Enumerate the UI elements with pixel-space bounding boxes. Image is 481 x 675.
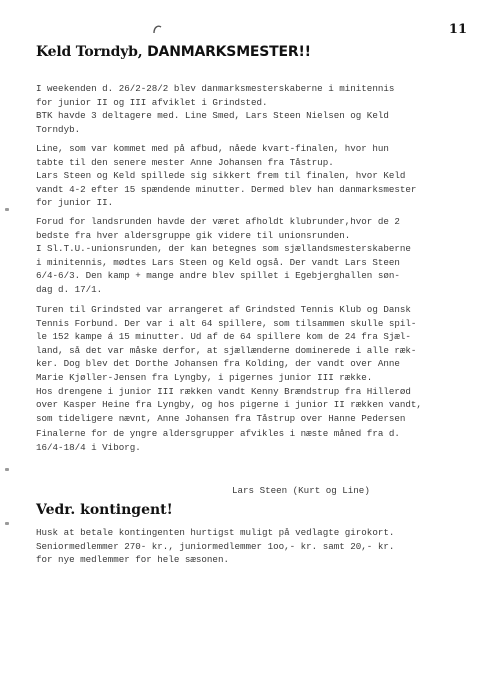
headline-title: DANMARKSMESTER!! — [147, 44, 311, 60]
article-headline — [36, 44, 311, 60]
curl-mark-icon — [152, 24, 162, 34]
text-line: I weekenden d. 26/2-28/2 blev danmarksmesterskaberne i minitennis — [36, 83, 395, 94]
signature-line: Lars Steen (Kurt og Line) — [232, 485, 370, 496]
text-line: land, så det var måske derfor, at sjællænderne dominerede i alle ræk- — [36, 344, 417, 356]
margin-mark — [5, 522, 9, 525]
text-line: tabte til den senere mester Anne Johansen fra Tåstrup. — [36, 156, 334, 168]
text-line: Forud for landsrunden havde der været afholdt klubrunder,hvor de 2 — [36, 216, 400, 227]
text-line: som tideligere nævnt, Anne Johansen fra Tåstrup over Hanne Pedersen — [36, 412, 406, 424]
headline-name: Keld Torndyb, — [36, 44, 143, 60]
text-line: vandt 4-2 efter 15 spændende minutter. Dermed blev han danmarksmester — [36, 183, 417, 195]
margin-mark — [5, 208, 9, 211]
text-line: ker. Dog blev det Dorthe Johansen fra Kolding, der vandt over Anne — [36, 358, 400, 370]
text-line: Hos drengene i junior III rækken vandt Kenny Brændstrup fra Hillerød — [36, 385, 411, 397]
text-line: Turen til Grindsted var arrangeret af Grindsted Tennis Klub og Dansk — [36, 304, 411, 315]
text-line: Tennis Forbund. Der var i alt 64 spillere, som tilsammen skulle spil- — [36, 317, 417, 329]
text-line: Line, som var kommet med på afbud, nåede kvart-finalen, hvor hun — [36, 143, 389, 154]
text-line: over Kasper Heine fra Lyngby, og hos pigerne i junior II rækken vandt, — [36, 399, 422, 411]
text-line: Seniormedlemmer 270- kr., juniormedlemmer 1oo,- kr. samt 20,- kr. — [36, 540, 395, 552]
text-line: for junior II og III afviklet i Grindsted. — [36, 96, 268, 108]
text-line: dag d. 17/1. — [36, 283, 103, 295]
text-line: for nye medlemmer for hele sæsonen. — [36, 554, 229, 566]
text-line: I Sl.T.U.-unionsrunden, der kan betegnes som sjællandsmesterskaberne — [36, 243, 411, 255]
text-line: for junior II. — [36, 197, 114, 209]
text-line: Torndyb. — [36, 123, 81, 135]
text-line: Lars Steen og Keld spillede sig sikkert frem til finalen, hvor Keld — [36, 170, 406, 182]
page-number: 11 — [448, 22, 467, 37]
text-line: BTK havde 3 deltagere med. Line Smed, Lars Steen Nielsen og Keld — [36, 110, 389, 122]
notice-paragraph — [36, 526, 476, 567]
text-line: Marie Kjøller-Jensen fra Lyngby, i pigernes junior III række. — [36, 371, 373, 383]
paragraph-2 — [36, 142, 476, 210]
text-line: bedste fra hver aldersgruppe gik videre til unionsrunden. — [36, 229, 351, 241]
signature — [232, 484, 472, 498]
text-line: i minitennis, mødtes Lars Steen og Keld også. Der vandt Lars Steen — [36, 256, 400, 268]
paragraph-3 — [36, 215, 476, 297]
section-heading: Vedr. kontingent! — [36, 502, 173, 518]
text-line: le 152 kampe á 15 minutter. Ud af de 64 spillere kom de 24 fra Sjæl- — [36, 331, 411, 343]
text-line: 16/4-18/4 i Viborg. — [36, 441, 141, 453]
text-line: Finalerne for de yngre aldersgrupper afvikles i næste måned fra d. — [36, 428, 400, 439]
margin-mark — [5, 468, 9, 471]
paragraph-1 — [36, 82, 476, 136]
text-line: Husk at betale kontingenten hurtigst muligt på vedlagte girokort. — [36, 527, 395, 538]
paragraph-4 — [36, 303, 476, 425]
paragraph-5 — [36, 427, 476, 454]
text-line: 6/4-6/3. Den kamp + mange andre blev spillet i Egebjerghallen søn- — [36, 270, 400, 282]
